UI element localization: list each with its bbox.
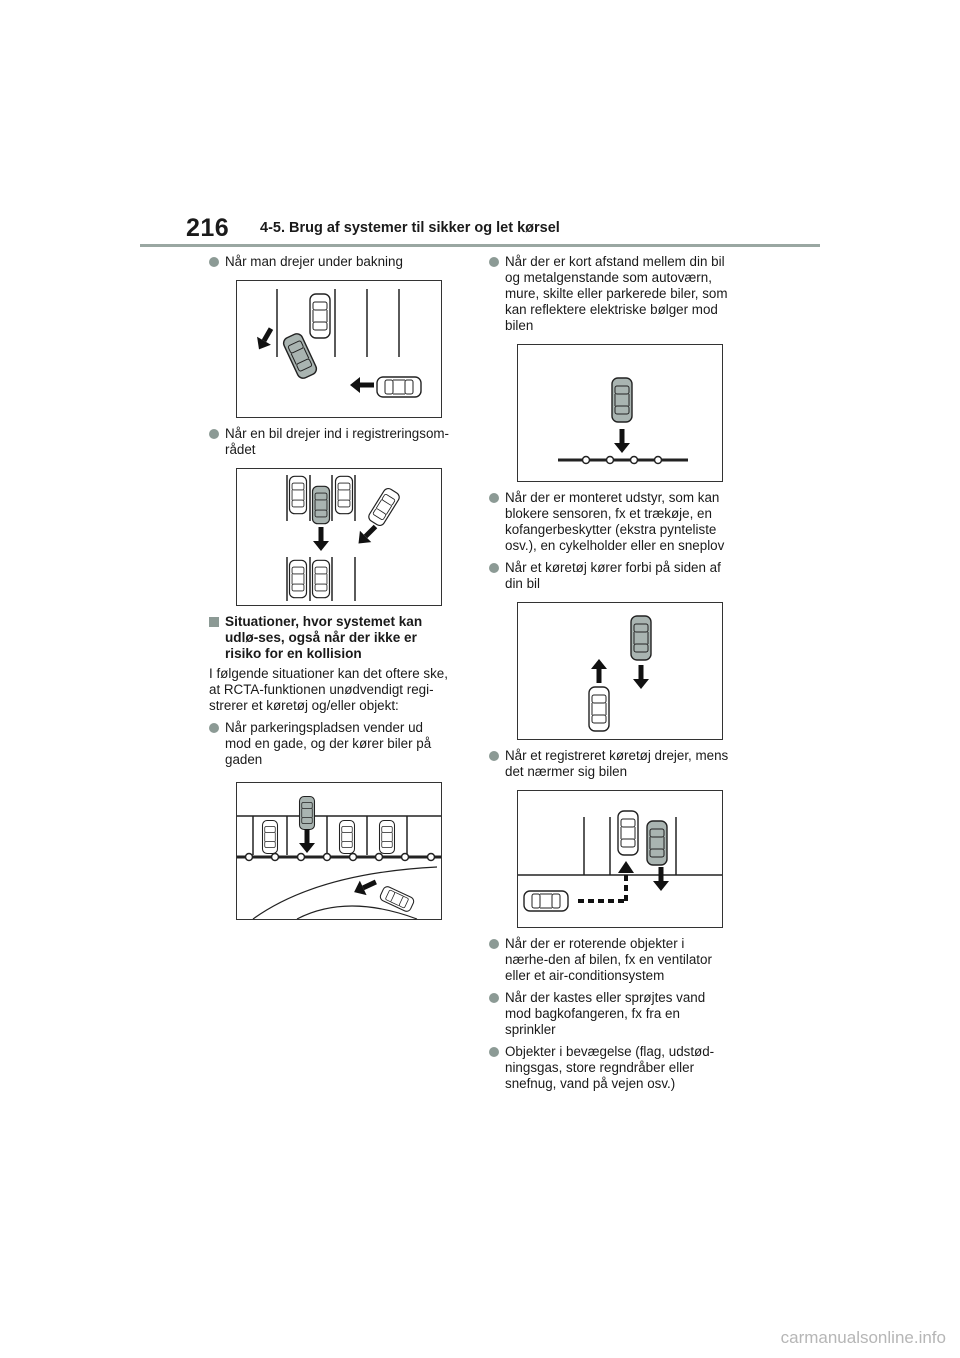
bullet-dot-icon [489,563,499,573]
bullet-dot-icon [489,751,499,761]
figure-turning-vehicle [517,790,723,928]
bullet-item: Når der er roterende objekter i nærhe-den af bilen, fx en ventilator eller et air-conditionsystem [489,936,729,984]
figure-car-entering-zone [236,468,442,606]
bullet-item: Når parkeringspladsen vender ud mod en gade, og der kører biler på gaden [209,720,449,768]
bullet-dot-icon [489,493,499,503]
page-header [140,212,820,248]
heading-square-icon [209,617,219,627]
figure-reverse-turning [236,280,442,418]
bullet-item: Når der er kort afstand mellem din bil og metalgenstande som autoværn, mure, skilte eller parkerede biler, som kan reflektere elektriske bølger mod bilen [489,254,729,334]
watermark: carmanualsonline.info [780,1328,946,1347]
bullet-dot-icon [489,939,499,949]
bullet-item: Når der er monteret udstyr, som kan blokere sensoren, fx et trækøje, en kofangerbeskytter (ekstra pynteliste osv.), en cykelholder eller en sneplov [489,490,729,554]
bullet-item: Når en bil drejer ind i registreringsom-rådet [209,426,449,458]
left-column [209,254,449,928]
situations-heading: Situationer, hvor systemet kan udlø-ses, også når der ikke er risiko for en kollision [209,614,449,662]
bullet-item: Når der kastes eller sprøjtes vand mod bagkofangeren, fx fra en sprinkler [489,990,729,1038]
bullet-item: Når et registreret køretøj drejer, mens det nærmer sig bilen [489,748,729,780]
section-title: 4-5. Brug af systemer til sikker og let kørsel [260,220,560,236]
bullet-item: Når man drejer under bakning [209,254,449,270]
intro-paragraph: I følgende situationer kan det oftere ske, at RCTA-funktionen unødvendigt regi-strerer et køretøj og/eller objekt: [209,666,448,713]
figure-street-parking [236,782,442,920]
bullet-dot-icon [209,429,219,439]
bullet-dot-icon [209,723,219,733]
bullet-item: Når et køretøj kører forbi på siden af din bil [489,560,729,592]
bullet-item: Objekter i bevægelse (flag, udstød-ningsgas, store regndråber eller snefnug, vand på vejen osv.) [489,1044,729,1092]
bullet-dot-icon [489,1047,499,1057]
header-rule [140,244,820,247]
bullet-dot-icon [209,257,219,267]
right-column [489,254,729,1098]
figure-passing-vehicle [517,602,723,740]
bullet-dot-icon [489,993,499,1003]
page-number: 216 [186,214,230,242]
figure-metal-objects [517,344,723,482]
bullet-dot-icon [489,257,499,267]
